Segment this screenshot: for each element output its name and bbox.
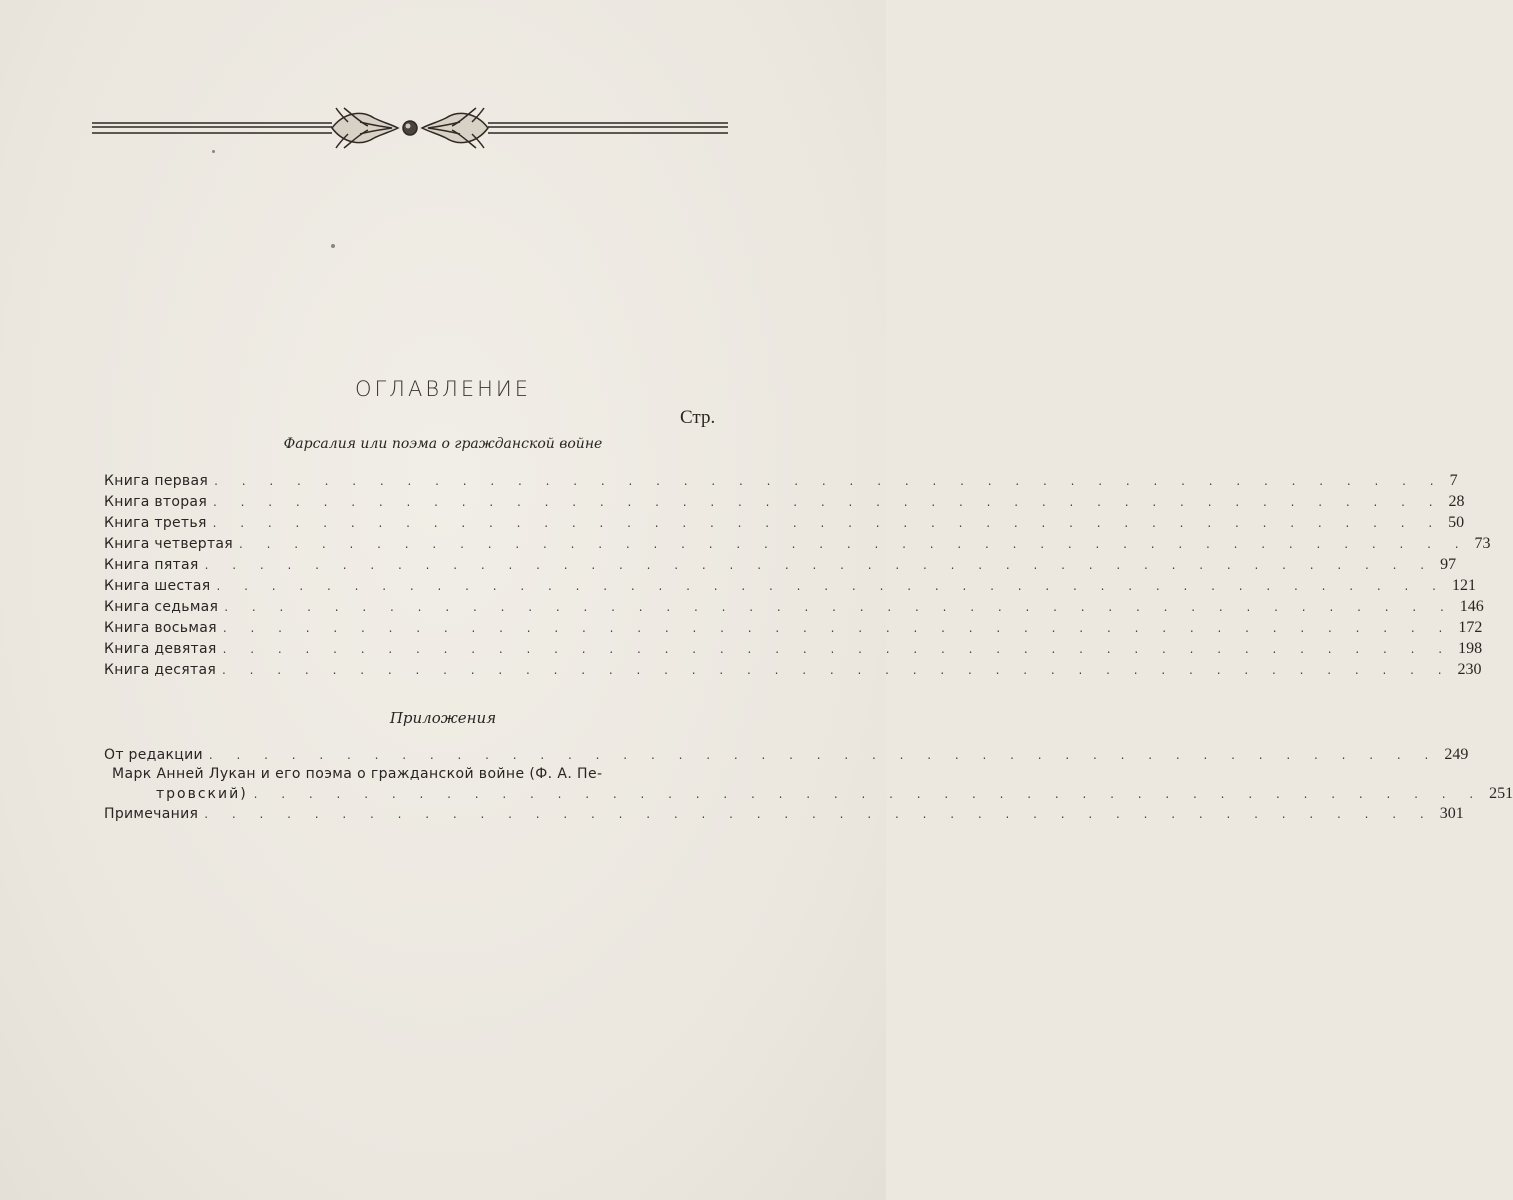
toc-entry-page: 146	[1459, 598, 1484, 615]
toc-entry: Книга вторая . . . . . . . . . . . . . . . . . . . . . . . . . . . . . . . . . . . . . . . . . . . . . 28	[104, 491, 724, 512]
toc-entry-page: 230	[1457, 661, 1482, 678]
toc-entry: Книга седьмая . . . . . . . . . . . . . . . . . . . . . . . . . . . . . . . . . . . . . . . . . . . . . 146	[104, 596, 724, 617]
toc-entry-label: Книга первая	[104, 473, 209, 489]
toc-entry-label: Книга седьмая	[104, 599, 219, 615]
toc-entry-page: 50	[1448, 514, 1465, 531]
toc-entry: Марк Анней Лукан и его поэма о гражданской войне (Ф. А. Пе- тровский) . . . . . . . . . . . . . . . . . . . . . . . . . . . . . . . . . . . . . . . . . . . . . 251	[104, 765, 724, 803]
toc-entry-label-line2: тровский)	[156, 786, 248, 802]
paper-speck	[331, 244, 335, 248]
toc-list-main	[104, 470, 1491, 680]
toc-entry: Примечания . . . . . . . . . . . . . . . . . . . . . . . . . . . . . . . . . . . . . . . . . . . . . 301	[104, 803, 724, 824]
toc-entry-page: 251	[1489, 785, 1513, 802]
left-leaf-icon	[332, 108, 398, 148]
toc-entry-page: 97	[1440, 556, 1457, 573]
toc-entry: Книга первая . . . . . . . . . . . . . . . . . . . . . . . . . . . . . . . . . . . . . . . . . . . . . 7	[104, 470, 724, 491]
toc-entry-label: Примечания	[104, 806, 199, 822]
right-leaf-icon	[422, 108, 488, 148]
toc-entry: Книга пятая . . . . . . . . . . . . . . . . . . . . . . . . . . . . . . . . . . . . . . . . . . . . . 97	[104, 554, 724, 575]
toc-entry: Книга четвертая . . . . . . . . . . . . . . . . . . . . . . . . . . . . . . . . . . . . . . . . . . . . . 73	[104, 533, 724, 554]
toc-entry-page: 198	[1458, 640, 1483, 657]
toc-entry: Книга третья . . . . . . . . . . . . . . . . . . . . . . . . . . . . . . . . . . . . . . . . . . . . . 50	[104, 512, 724, 533]
section-title-appendix: Приложения	[389, 709, 497, 727]
toc-entry-label: Книга вторая	[104, 494, 208, 510]
toc-entry-label: Книга шестая	[104, 578, 211, 594]
toc-entry-page: 172	[1458, 619, 1483, 636]
paper-speck	[212, 150, 215, 153]
toc-entry-page: 301	[1439, 805, 1464, 822]
toc-entry: Книга девятая . . . . . . . . . . . . . . . . . . . . . . . . . . . . . . . . . . . . . . . . . . . . . 198	[104, 638, 724, 659]
page-title: ОГЛАВЛЕНИЕ	[354, 377, 532, 401]
toc-entry-page: 28	[1448, 493, 1465, 510]
toc-entry: Книга десятая . . . . . . . . . . . . . . . . . . . . . . . . . . . . . . . . . . . . . . . . . . . . . 230	[104, 659, 724, 680]
toc-entry-page: 73	[1474, 535, 1491, 552]
toc-entry: Книга восьмая . . . . . . . . . . . . . . . . . . . . . . . . . . . . . . . . . . . . . . . . . . . . . 172	[104, 617, 724, 638]
center-boss-icon	[403, 121, 417, 135]
toc-entry-label: От редакции	[104, 747, 203, 763]
decorative-header-ornament	[92, 104, 728, 156]
toc-list-appendix	[104, 744, 1513, 824]
toc-entry-label: Книга пятая	[104, 557, 199, 573]
toc-entry-label-line1: Марк Анней Лукан и его поэма о гражданской войне (Ф. А. Пе-	[112, 766, 603, 782]
toc-entry: Книга шестая . . . . . . . . . . . . . . . . . . . . . . . . . . . . . . . . . . . . . . . . . . . . . 121	[104, 575, 724, 596]
toc-entry-label: Книга девятая	[104, 641, 217, 657]
toc-entry-page: 121	[1451, 577, 1476, 594]
toc-entry-label: Книга восьмая	[104, 620, 217, 636]
page-column-label: Стр.	[680, 407, 716, 428]
toc-entry: От редакции . . . . . . . . . . . . . . . . . . . . . . . . . . . . . . . . . . . . . . . . . . . . . 249	[104, 744, 724, 765]
toc-entry-label: Книга четвертая	[104, 536, 234, 552]
toc-entry-label: Книга десятая	[104, 662, 217, 678]
toc-entry-page: 249	[1444, 746, 1469, 763]
toc-entry-page: 7	[1449, 472, 1458, 489]
section-title-main: Фарсалия или поэма о гражданской войне	[283, 436, 603, 452]
toc-entry-label: Книга третья	[104, 515, 207, 531]
